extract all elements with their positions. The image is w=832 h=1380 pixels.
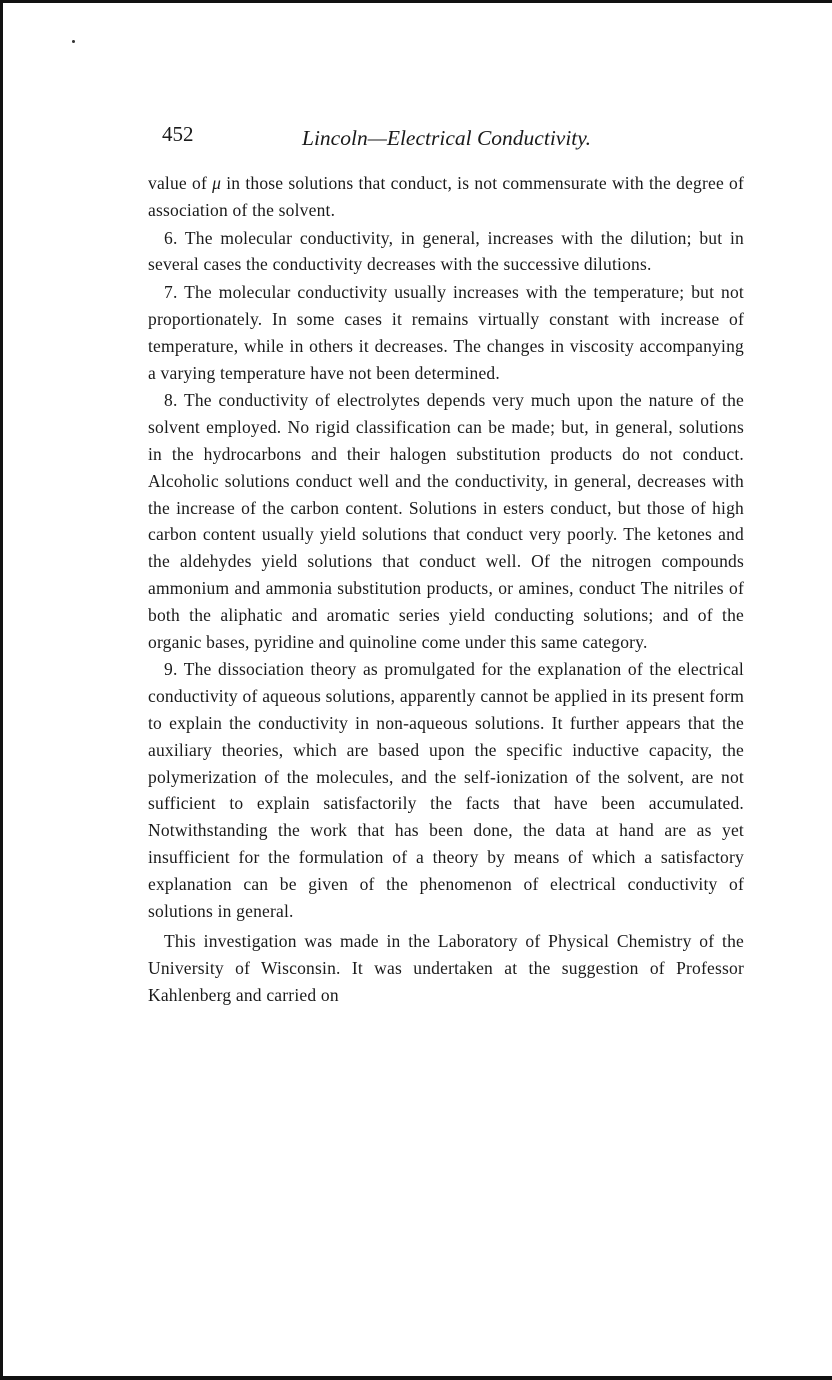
page-number: 452 [162,122,194,146]
running-header [162,122,632,156]
mu-symbol: μ [212,173,222,193]
paragraph-continuation-start: value of [148,173,213,193]
paragraph-6: 6. The molecular conductivity, in general, increases with the dilution; but in several cases the conductivity decreases with the successive dilutions. [148,227,744,275]
page-body [148,170,744,1010]
paragraph-9: 9. The dissociation theory as promulgated for the explanation of the electrical conductivity of aqueous solutions, apparently cannot be applied in its present form to explain the conductivity in non-aqueous solutions. It further appears that the auxiliary theories, which are based upon the specific inductive capacity, the polymerization of the molecules, and the self-ionization of the solvent, are not sufficient to explain satisfactorily the facts that have been accumulated. Notwithstanding the work that has been done, the data at hand are as yet insufficient for the formulation of a theory by means of which a satisfactory explanation can be given of the phenomenon of electrical conductivity of solutions in general. [148,659,744,921]
scan-speck [72,40,75,43]
paragraph-continuation-end: in those solutions that conduct, is not commensurate with the degree of association of the solvent. [148,173,744,220]
running-title: Lincoln—Electrical Conductivity. [302,126,592,150]
paragraph-10: This investigation was made in the Laboratory of Physical Chemistry of the University of Wisconsin. It was undertaken at the suggestion of Professor Kahlenberg and carried on [148,931,744,1005]
paragraph-8: 8. The conductivity of electrolytes depends very much upon the nature of the solvent employed. No rigid classification can be made; but, in general, solutions in the hydrocarbons and their halogen substitution products do not conduct. Alcoholic solutions conduct well and the conductivity, in general, decreases with the increase of the carbon content. Solutions in esters conduct, but those of high carbon content usually yield solutions that conduct very poorly. The ketones and the aldehydes yield solutions that conduct well. Of the nitrogen compounds ammonium and ammonia substitution products, or amines, conduct The nitriles of both the aliphatic and aromatic series yield conducting solutions; and of the organic bases, pyridine and quinoline come under this same category. [148,390,744,652]
paragraph-continuation [148,170,744,224]
paragraph-7: 7. The molecular conductivity usually increases with the temperature; but not proportionately. In some cases it remains virtually constant with increase of temperature, while in others it decreases. The changes in viscosity accompanying a varying temperature have not been determined. [148,282,744,383]
